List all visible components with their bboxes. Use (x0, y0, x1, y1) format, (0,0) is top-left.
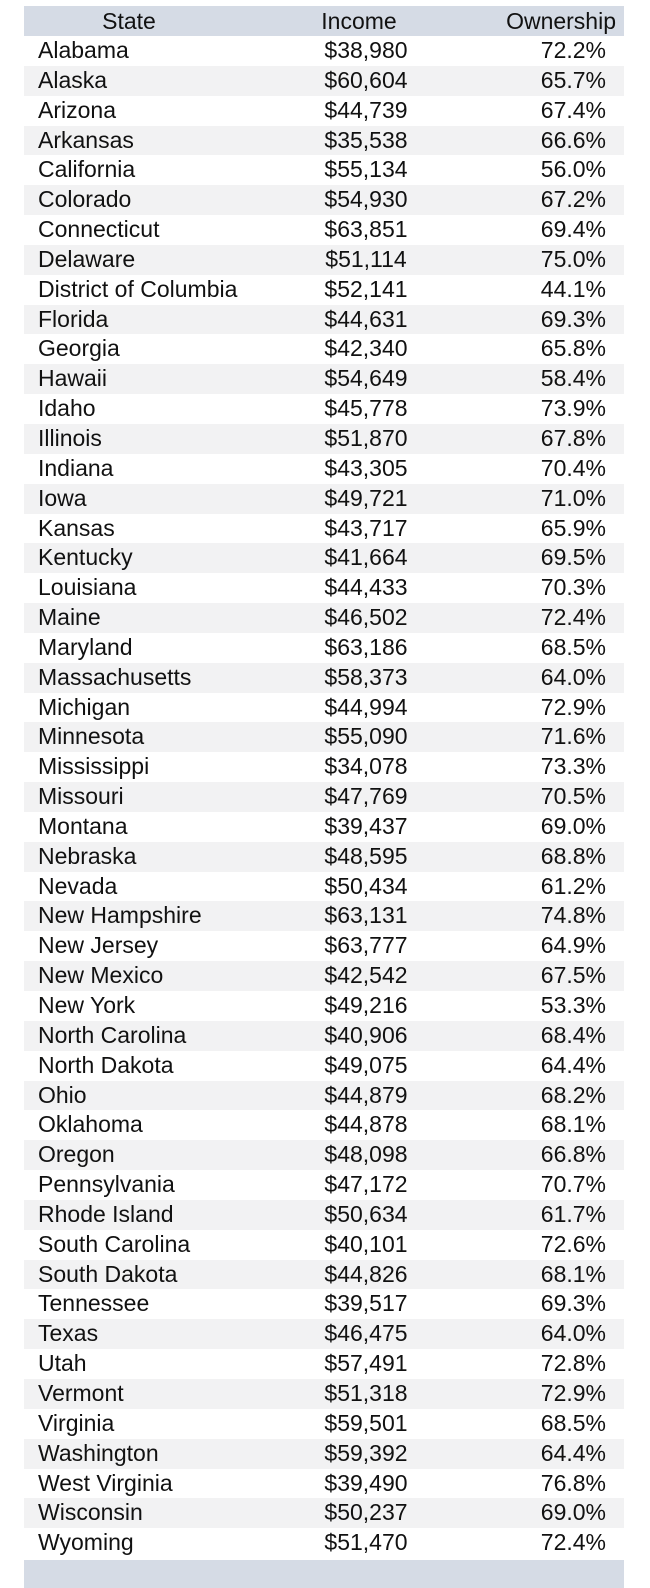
cell-income: $43,717 (324, 514, 408, 541)
table-row (24, 96, 624, 126)
cell-state: New Hampshire (38, 902, 202, 929)
data-table (24, 6, 624, 1558)
cell-state: New Jersey (38, 932, 159, 959)
table-row (24, 842, 624, 872)
cell-income: $39,490 (324, 1469, 408, 1496)
table-row (24, 991, 624, 1021)
cell-ownership: 73.9% (540, 395, 606, 422)
cell-income: $44,878 (324, 1111, 408, 1138)
cell-ownership: 58.4% (540, 365, 606, 392)
table-row (24, 812, 624, 842)
table-header-row (24, 6, 624, 36)
cell-income: $44,433 (324, 574, 408, 601)
table-row (24, 782, 624, 812)
cell-state: Oklahoma (38, 1111, 143, 1138)
cell-income: $59,392 (324, 1439, 408, 1466)
table-row (24, 1021, 624, 1051)
cell-income: $54,649 (324, 365, 408, 392)
cell-ownership: 71.0% (540, 484, 606, 511)
table-row (24, 1200, 624, 1230)
cell-ownership: 73.3% (540, 753, 606, 780)
cell-state: Maine (38, 604, 101, 631)
table-row (24, 424, 624, 454)
table-row (24, 1379, 624, 1409)
cell-ownership: 68.4% (540, 1021, 606, 1048)
table-row (24, 1349, 624, 1379)
cell-income: $43,305 (324, 454, 408, 481)
cell-state: Iowa (38, 484, 87, 511)
cell-state: Rhode Island (38, 1200, 174, 1227)
cell-income: $51,114 (325, 245, 407, 272)
table-row (24, 722, 624, 752)
cell-state: Kentucky (38, 544, 133, 571)
table-row (24, 1081, 624, 1111)
cell-ownership: 53.3% (540, 992, 606, 1018)
table-row (24, 1051, 624, 1081)
cell-state: Florida (38, 305, 109, 332)
cell-ownership: 76.8% (540, 1469, 606, 1496)
table-row (24, 155, 624, 185)
table-row (24, 1498, 624, 1528)
cell-income: $50,237 (324, 1499, 408, 1526)
cell-ownership: 66.8% (540, 1141, 606, 1168)
table-row (24, 961, 624, 991)
cell-state: Arkansas (38, 126, 134, 153)
cell-state: Georgia (38, 335, 120, 362)
cell-ownership: 61.7% (540, 1200, 606, 1227)
cell-state: Nebraska (38, 842, 137, 869)
cell-state: Arizona (38, 96, 116, 123)
table-row (24, 663, 624, 693)
cell-income: $63,777 (324, 932, 408, 959)
cell-state: New Mexico (38, 962, 164, 989)
cell-income: $34,078 (324, 753, 408, 780)
cell-state: South Carolina (38, 1230, 191, 1257)
cell-ownership: 72.4% (540, 1529, 606, 1556)
cell-ownership: 67.5% (540, 962, 606, 989)
cell-state: Missouri (38, 783, 124, 810)
cell-income: $44,739 (324, 96, 408, 123)
cell-income: $41,664 (324, 544, 408, 571)
cell-state: Louisiana (38, 574, 137, 601)
cell-income: $47,172 (324, 1171, 408, 1198)
table-row (24, 1110, 624, 1140)
cell-state: Wyoming (38, 1529, 134, 1556)
cell-income: $46,475 (324, 1320, 408, 1347)
cell-income: $55,090 (324, 723, 408, 750)
cell-ownership: 74.8% (540, 902, 606, 929)
table-row (24, 364, 624, 394)
cell-income: $39,437 (324, 812, 408, 839)
cell-state: Minnesota (38, 723, 145, 750)
cell-state: South Dakota (38, 1260, 178, 1287)
table-row (24, 603, 624, 633)
table-body (24, 36, 624, 1558)
table-row (24, 126, 624, 156)
cell-income: $63,851 (324, 216, 408, 243)
cell-income: $46,502 (324, 604, 408, 631)
cell-state: Delaware (38, 245, 136, 272)
cell-income: $39,517 (324, 1290, 408, 1317)
header-state: State (102, 8, 156, 34)
table-footer-bar (24, 1560, 624, 1588)
cell-ownership: 65.9% (540, 514, 606, 541)
cell-ownership: 64.4% (540, 1051, 606, 1078)
table-row (24, 484, 624, 514)
cell-income: $50,634 (324, 1200, 408, 1227)
table-row (24, 334, 624, 364)
table-row (24, 66, 624, 96)
cell-ownership: 65.8% (540, 335, 606, 362)
cell-income: $44,994 (324, 693, 408, 720)
cell-ownership: 69.0% (540, 1499, 606, 1526)
table-row (24, 1319, 624, 1349)
cell-ownership: 66.6% (540, 126, 606, 153)
cell-income: $55,134 (324, 156, 408, 183)
cell-income: $54,930 (324, 186, 408, 213)
header-ownership: Ownership (506, 8, 616, 34)
cell-income: $40,101 (324, 1230, 408, 1257)
cell-income: $52,141 (324, 275, 408, 302)
table-row (24, 901, 624, 931)
cell-state: Virginia (38, 1409, 115, 1436)
cell-ownership: 68.1% (540, 1260, 606, 1287)
cell-ownership: 44.1% (540, 275, 606, 302)
table-row (24, 1439, 624, 1469)
cell-ownership: 72.2% (540, 37, 606, 63)
cell-state: Oregon (38, 1141, 115, 1168)
cell-state: Mississippi (38, 753, 150, 780)
cell-ownership: 71.6% (540, 723, 606, 750)
cell-state: Alabama (38, 37, 129, 63)
cell-income: $44,631 (324, 305, 408, 332)
cell-ownership: 70.3% (540, 574, 606, 601)
cell-ownership: 69.5% (540, 544, 606, 571)
cell-income: $47,769 (324, 783, 408, 810)
table-row (24, 514, 624, 544)
cell-state: Illinois (38, 424, 102, 451)
table-row (24, 1230, 624, 1260)
table-row (24, 1528, 624, 1558)
cell-ownership: 67.2% (540, 186, 606, 213)
cell-income: $42,340 (324, 335, 408, 362)
cell-ownership: 56.0% (540, 156, 606, 183)
cell-state: Maryland (38, 633, 133, 660)
table-row (24, 394, 624, 424)
cell-income: $48,595 (324, 842, 408, 869)
table-row (24, 693, 624, 723)
table-row (24, 1140, 624, 1170)
cell-state: North Carolina (38, 1021, 187, 1048)
table-row (24, 275, 624, 305)
cell-state: New York (38, 992, 136, 1018)
cell-income: $57,491 (324, 1350, 408, 1377)
cell-ownership: 64.4% (540, 1439, 606, 1466)
cell-state: Massachusetts (38, 663, 192, 690)
cell-ownership: 72.6% (540, 1230, 606, 1257)
cell-state: Alaska (38, 66, 108, 93)
cell-income: $48,098 (324, 1141, 408, 1168)
cell-income: $60,604 (324, 66, 408, 93)
cell-ownership: 69.0% (540, 812, 606, 839)
cell-ownership: 64.0% (540, 663, 606, 690)
cell-state: Washington (38, 1439, 159, 1466)
table-row (24, 454, 624, 484)
cell-ownership: 64.9% (540, 932, 606, 959)
cell-ownership: 64.0% (540, 1320, 606, 1347)
table-row (24, 633, 624, 663)
cell-income: $38,980 (324, 37, 408, 63)
cell-ownership: 70.5% (540, 783, 606, 810)
table-row (24, 215, 624, 245)
table-row (24, 305, 624, 335)
table-row (24, 872, 624, 902)
cell-state: North Dakota (38, 1051, 174, 1078)
cell-state: Texas (38, 1320, 99, 1347)
table-row (24, 543, 624, 573)
cell-ownership: 68.8% (540, 842, 606, 869)
table-row (24, 752, 624, 782)
cell-income: $51,318 (324, 1379, 408, 1406)
cell-income: $40,906 (324, 1021, 408, 1048)
cell-state: District of Columbia (38, 275, 238, 302)
table-row (24, 1289, 624, 1319)
cell-income: $44,879 (324, 1081, 408, 1108)
cell-ownership: 72.9% (540, 1379, 606, 1406)
cell-income: $50,434 (324, 872, 408, 899)
cell-ownership: 68.5% (540, 633, 606, 660)
cell-state: West Virginia (38, 1469, 173, 1496)
cell-income: $63,131 (324, 902, 408, 929)
cell-ownership: 68.1% (540, 1111, 606, 1138)
cell-state: Nevada (38, 872, 118, 899)
cell-income: $49,721 (324, 484, 408, 511)
cell-income: $49,075 (324, 1051, 408, 1078)
cell-state: Indiana (38, 454, 114, 481)
cell-ownership: 67.4% (540, 96, 606, 123)
table-row (24, 573, 624, 603)
cell-income: $63,186 (324, 633, 408, 660)
cell-ownership: 70.4% (540, 454, 606, 481)
cell-ownership: 75.0% (540, 245, 606, 272)
cell-income: $44,826 (324, 1260, 408, 1287)
cell-ownership: 69.3% (540, 1290, 606, 1317)
cell-ownership: 69.4% (540, 216, 606, 243)
table-row (24, 1409, 624, 1439)
cell-ownership: 72.9% (540, 693, 606, 720)
cell-state: Connecticut (38, 216, 160, 243)
table-row (24, 1469, 624, 1499)
cell-income: $58,373 (324, 663, 408, 690)
table-row (24, 245, 624, 275)
cell-ownership: 70.7% (540, 1171, 606, 1198)
cell-income: $42,542 (324, 962, 408, 989)
cell-state: Vermont (38, 1379, 124, 1406)
cell-ownership: 61.2% (540, 872, 606, 899)
table-row (24, 36, 624, 66)
cell-ownership: 67.8% (540, 424, 606, 451)
header-income: Income (321, 8, 397, 34)
cell-income: $45,778 (324, 395, 408, 422)
cell-state: Ohio (38, 1081, 87, 1108)
cell-state: Hawaii (38, 365, 108, 392)
cell-state: Wisconsin (38, 1499, 143, 1526)
cell-state: Colorado (38, 186, 132, 213)
cell-income: $49,216 (324, 992, 408, 1018)
cell-ownership: 68.5% (540, 1409, 606, 1436)
cell-state: Kansas (38, 514, 115, 541)
cell-income: $51,470 (324, 1529, 408, 1556)
table-row (24, 1260, 624, 1290)
cell-income: $51,870 (324, 424, 408, 451)
cell-state: Tennessee (38, 1290, 150, 1317)
cell-ownership: 72.8% (540, 1350, 606, 1377)
cell-state: Montana (38, 812, 128, 839)
cell-state: Pennsylvania (38, 1171, 175, 1198)
table-row (24, 185, 624, 215)
cell-state: California (38, 156, 136, 183)
cell-ownership: 65.7% (540, 66, 606, 93)
cell-ownership: 72.4% (540, 604, 606, 631)
cell-state: Michigan (38, 693, 131, 720)
cell-income: $59,501 (324, 1409, 408, 1436)
cell-income: $35,538 (324, 126, 408, 153)
cell-state: Utah (38, 1350, 87, 1377)
table-row (24, 1170, 624, 1200)
table-row (24, 931, 624, 961)
cell-state: Idaho (38, 395, 96, 422)
cell-ownership: 69.3% (540, 305, 606, 332)
cell-ownership: 68.2% (540, 1081, 606, 1108)
